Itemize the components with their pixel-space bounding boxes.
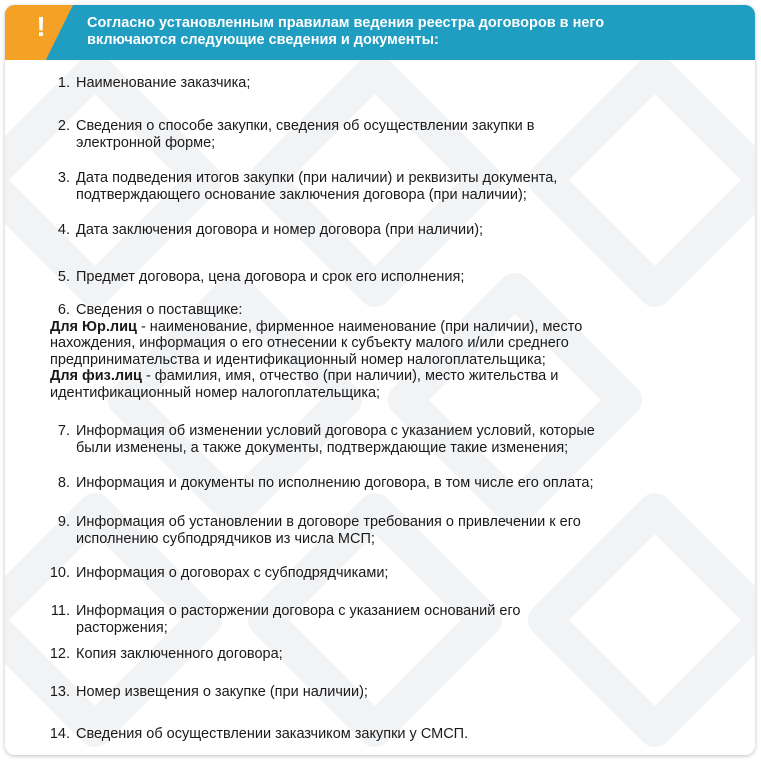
item-text: Сведения об осуществлении заказчиком закупки у СМСП.	[76, 726, 469, 742]
item-text: подтверждающего основание заключения договора (при наличии);	[76, 186, 527, 203]
item-text: Наименование заказчика;	[76, 75, 251, 91]
header-bar	[5, 5, 755, 60]
item-text: электронной форме;	[76, 134, 216, 151]
item-text: Информация о расторжении договора с указанием оснований его	[76, 603, 521, 619]
item-text: расторжения;	[76, 619, 168, 636]
item-number: 11.	[50, 603, 70, 619]
item-number: 14.	[49, 726, 70, 742]
item-number: 7.	[57, 423, 70, 439]
item-number: 2.	[57, 118, 70, 134]
item-text: Сведения о поставщике:	[76, 302, 243, 318]
exclamation-icon: !	[36, 11, 46, 42]
legal-entity-text: - наименование, фирменное наименование (при наличии), место	[136, 318, 583, 335]
item-text: Номер извещения о закупке (при наличии);	[76, 684, 368, 700]
individual-text: - фамилия, имя, отчество (при наличии), место жительства и	[141, 368, 559, 384]
item-text: Информация об изменении условий договора с указанием условий, которые	[76, 423, 595, 439]
item-text: Дата заключения договора и номер договора (при наличии);	[76, 222, 484, 238]
item-text: Информация об установлении в договоре требования о привлечении к его	[76, 514, 581, 530]
item-number: 9.	[57, 514, 70, 530]
item-text: Информация и документы по исполнению договора, в том числе его оплата;	[76, 475, 594, 491]
item-text: были изменены, а также документы, подтверждающие такие изменения;	[76, 439, 569, 456]
item-text: Сведения о способе закупки, сведения об осуществлении закупки в	[76, 118, 535, 134]
item-number: 5.	[57, 269, 70, 285]
item-number: 8.	[57, 475, 70, 491]
legal-entity-text: предпринимательства и идентификационный номер налогоплательщика;	[50, 351, 546, 368]
item-number: 13.	[49, 684, 70, 700]
header-title: Согласно установленным правилам ведения реестра договоров в него включаются следующие сведения и документы:	[87, 15, 605, 48]
item-number: 3.	[57, 170, 70, 186]
item-number: 4.	[57, 222, 70, 238]
supplier-details	[50, 319, 750, 402]
item-text: Предмет договора, цена договора и срок его исполнения;	[76, 269, 465, 285]
individual-label: Для физ.лиц	[50, 368, 142, 384]
legal-entity-label: Для Юр.лиц	[50, 318, 137, 335]
individual-text: идентификационный номер налогоплательщика;	[50, 384, 381, 401]
item-text: Дата подведения итогов закупки (при наличии) и реквизиты документа,	[76, 170, 558, 186]
item-text: исполнению субподрядчиков из числа МСП;	[76, 530, 375, 547]
info-card	[5, 5, 755, 755]
item-text: Копия заключенного договора;	[76, 646, 283, 662]
item-text: Информация о договорах с субподрядчиками;	[76, 565, 389, 581]
item-number: 12.	[49, 646, 70, 662]
item-number: 6.	[57, 302, 70, 318]
legal-entity-text: нахождения, информация о его отнесении к субъекту малого и/или среднего	[50, 335, 569, 351]
item-number: 1.	[57, 75, 70, 91]
item-number: 10.	[49, 565, 70, 581]
